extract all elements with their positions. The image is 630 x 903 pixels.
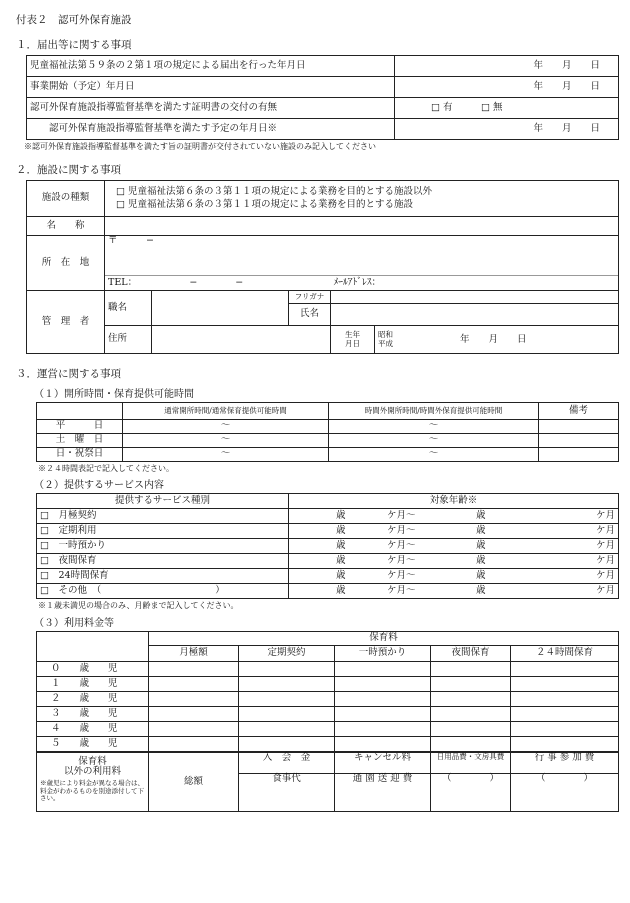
services-note: ※１歳未満児の場合のみ、月齢まで記入してください。 — [38, 601, 239, 610]
hours-header-overtime: 時間外開所時間/時間外保育提供可能時間 — [329, 403, 539, 420]
event-fee-label: 行 事 参 加 費 — [511, 752, 619, 774]
saturday-regular-field[interactable]: 〜 — [123, 434, 329, 448]
service-type-row[interactable]: □ 24時間保育 — [37, 569, 289, 584]
fee-amount-field[interactable] — [149, 677, 239, 692]
hours-table — [36, 402, 619, 462]
document-title: 付表２ 認可外保育施設 — [16, 14, 132, 26]
fees-col-monthly: 月極額 — [149, 646, 239, 662]
fee-amount-field[interactable] — [335, 692, 431, 707]
age-from-months[interactable]: ケ月〜 — [349, 539, 419, 554]
manager-post-field[interactable] — [152, 291, 289, 326]
other-fees-note: ※歳児により料金が異なる場合は、料金がわかるものを別途添付して下さい。 — [40, 779, 144, 803]
age-to-months[interactable]: ケ月 — [489, 524, 619, 539]
services-header-age: 対象年齢※ — [289, 494, 619, 509]
fee-amount-field[interactable] — [239, 722, 335, 737]
start-date-field[interactable]: 年 月 日 — [395, 77, 619, 98]
furigana-label: フリガナ — [289, 291, 331, 304]
other-fees-label: 保育料 以外の利用料 — [63, 755, 121, 777]
era-options[interactable]: 昭和 平成 — [378, 330, 393, 348]
section-2-heading: ２．施設に関する事項 — [16, 164, 121, 176]
holiday-remarks-field[interactable] — [539, 448, 619, 462]
entrance-fee-label: 入 会 金 — [239, 752, 335, 774]
age-from-months[interactable]: ケ月〜 — [349, 524, 419, 539]
facility-kind-options — [105, 181, 619, 217]
fees-col-24h: ２４時間保育 — [511, 646, 619, 662]
fee-amount-field[interactable] — [335, 662, 431, 677]
facility-address-label: 所 在 地 — [27, 236, 105, 291]
age-to-months[interactable]: ケ月 — [489, 509, 619, 524]
fee-age-label: ５ 歳 児 — [37, 737, 149, 752]
weekday-remarks-field[interactable] — [539, 420, 619, 434]
fee-amount-field[interactable] — [149, 692, 239, 707]
age-to-years[interactable]: 歳 — [419, 569, 489, 584]
facility-kind-option-2[interactable]: □ 児童福祉法第６条の３第１１項の規定による業務を目的とする施設 — [116, 199, 413, 210]
facility-address-field[interactable] — [105, 236, 619, 276]
furigana-field[interactable] — [331, 291, 619, 304]
service-type-row[interactable]: □ 一時預かり — [37, 539, 289, 554]
certificate-label: 認可外保育施設指導監督基準を満たす証明書の交付の有無 — [27, 98, 395, 119]
hours-header-remarks: 備考 — [539, 403, 619, 420]
holiday-label: 日・祝祭日 — [37, 448, 123, 462]
age-to-years[interactable]: 歳 — [419, 554, 489, 569]
manager-name-field[interactable] — [331, 304, 619, 326]
manager-post-label: 職名 — [105, 291, 152, 326]
supplies-fee-label: 日用品費・文房具費 — [431, 752, 511, 774]
age-to-years[interactable]: 歳 — [419, 584, 489, 599]
age-from-months[interactable]: ケ月〜 — [349, 509, 419, 524]
facility-kind-label: 施設の種類 — [27, 181, 105, 217]
fee-amount-field[interactable] — [431, 662, 511, 677]
fee-amount-field[interactable] — [335, 677, 431, 692]
fee-age-label: ４ 歳 児 — [37, 722, 149, 737]
fee-amount-field[interactable] — [335, 737, 431, 752]
hours-header-regular: 通常開所時間/通常保育提供可能時間 — [123, 403, 329, 420]
age-from-years[interactable]: 歳 — [289, 569, 349, 584]
service-type-row[interactable]: □ 月極契約 — [37, 509, 289, 524]
meal-fee-label: 食事代 — [239, 774, 335, 812]
age-from-years[interactable]: 歳 — [289, 509, 349, 524]
age-to-months[interactable]: ケ月 — [489, 584, 619, 599]
age-from-months[interactable]: ケ月〜 — [349, 569, 419, 584]
hours-header-blank — [37, 403, 123, 420]
fee-amount-field[interactable] — [149, 722, 239, 737]
age-from-years[interactable]: 歳 — [289, 584, 349, 599]
fee-amount-field[interactable] — [239, 707, 335, 722]
manager-name-label: 氏名 — [289, 304, 331, 326]
fee-amount-field[interactable] — [431, 707, 511, 722]
fees-col-temporary: 一時預かり — [335, 646, 431, 662]
fee-amount-field[interactable] — [431, 737, 511, 752]
notification-date-field[interactable]: 年 月 日 — [395, 56, 619, 77]
weekday-regular-field[interactable]: 〜 — [123, 420, 329, 434]
fee-age-label: ２ 歳 児 — [37, 692, 149, 707]
service-type-row[interactable]: □ 夜間保育 — [37, 554, 289, 569]
fees-table — [36, 631, 619, 812]
age-to-years[interactable]: 歳 — [419, 524, 489, 539]
services-table — [36, 493, 619, 599]
birthdate-field[interactable] — [375, 326, 619, 354]
facility-name-field[interactable] — [105, 217, 619, 236]
fee-amount-field[interactable] — [511, 692, 619, 707]
facility-table — [26, 180, 619, 354]
notification-table — [26, 55, 619, 140]
other-fees-cell — [37, 752, 149, 812]
section-1-heading: １．届出等に関する事項 — [16, 39, 132, 51]
hours-heading: （１）開所時間・保育提供可能時間 — [34, 389, 194, 400]
fee-amount-field[interactable] — [511, 707, 619, 722]
fee-age-label: ０ 歳 児 — [37, 662, 149, 677]
service-type-row[interactable]: □ その他 （ ） — [37, 584, 289, 599]
email-field[interactable]: ﾒｰﾙｱﾄﾞﾚｽ： — [331, 276, 619, 291]
fee-amount-field[interactable] — [149, 707, 239, 722]
manager-label: 管 理 者 — [27, 291, 105, 354]
transport-fee-label: 通 園 送 迎 費 — [335, 774, 431, 812]
age-to-months[interactable]: ケ月 — [489, 569, 619, 584]
weekday-overtime-field[interactable]: 〜 — [329, 420, 539, 434]
fee-amount-field[interactable] — [511, 662, 619, 677]
manager-address-label: 住所 — [105, 326, 152, 354]
fee-age-label: ３ 歳 児 — [37, 707, 149, 722]
tel-field[interactable]: TEL： − − — [105, 276, 331, 291]
facility-kind-option-1[interactable]: □ 児童福祉法第６条の３第１１項の規定による業務を目的とする施設以外 — [116, 185, 432, 197]
fees-col-regular: 定期契約 — [239, 646, 335, 662]
manager-address-field[interactable] — [152, 326, 331, 354]
fee-amount-field[interactable] — [149, 662, 239, 677]
facility-name-label: 名 称 — [27, 217, 105, 236]
services-heading: （２）提供するサービス内容 — [34, 480, 164, 491]
fees-col-night: 夜間保育 — [431, 646, 511, 662]
total-label: 総額 — [149, 752, 239, 812]
custom-fee-1-label[interactable]: （ ） — [431, 774, 511, 812]
notification-date-label: 児童福祉法第５９条の２第１項の規定による届出を行った年月日 — [27, 56, 395, 77]
standard-date-field[interactable]: 年 月 日 — [395, 119, 619, 140]
section-3-heading: ３．運営に関する事項 — [16, 368, 121, 380]
fees-header-blank — [37, 632, 149, 662]
custom-fee-2-label[interactable]: （ ） — [511, 774, 619, 812]
age-to-years[interactable]: 歳 — [419, 539, 489, 554]
fee-amount-field[interactable] — [149, 737, 239, 752]
certificate-checkbox-field[interactable]: □ 有 □ 無 — [395, 98, 619, 119]
fee-amount-field[interactable] — [511, 722, 619, 737]
fee-amount-field[interactable] — [335, 707, 431, 722]
age-from-months[interactable]: ケ月〜 — [349, 584, 419, 599]
birthdate-label: 生年 月日 — [331, 326, 375, 354]
saturday-overtime-field[interactable]: 〜 — [329, 434, 539, 448]
holiday-regular-field[interactable]: 〜 — [123, 448, 329, 462]
fee-amount-field[interactable] — [239, 662, 335, 677]
standard-date-label: 認可外保育施設指導監督基準を満たす予定の年月日※ — [27, 119, 395, 140]
section-1-note: ※認可外保育施設指導監督基準を満たす旨の証明書が交付されていない施設のみ記入してください — [24, 142, 376, 151]
saturday-remarks-field[interactable] — [539, 434, 619, 448]
fee-amount-field[interactable] — [239, 737, 335, 752]
weekday-label: 平 日 — [37, 420, 123, 434]
saturday-label: 土 曜 日 — [37, 434, 123, 448]
postal-code-field[interactable]: 〒 − — [108, 235, 154, 246]
fee-amount-field[interactable] — [335, 722, 431, 737]
fees-header-hoikuryo: 保育料 — [149, 632, 619, 646]
hours-note: ※２４時間表記で記入してください。 — [38, 464, 174, 473]
age-from-years[interactable]: 歳 — [289, 539, 349, 554]
fee-amount-field[interactable] — [239, 677, 335, 692]
fees-heading: （３）利用料金等 — [34, 618, 114, 629]
age-from-years[interactable]: 歳 — [289, 524, 349, 539]
age-from-years[interactable]: 歳 — [289, 554, 349, 569]
fee-amount-field[interactable] — [511, 737, 619, 752]
services-header-type: 提供するサービス種別 — [37, 494, 289, 509]
fee-amount-field[interactable] — [239, 692, 335, 707]
age-to-months[interactable]: ケ月 — [489, 539, 619, 554]
start-date-label: 事業開始（予定）年月日 — [27, 77, 395, 98]
fee-amount-field[interactable] — [431, 677, 511, 692]
birthdate-value: 年 月 日 — [460, 334, 527, 345]
fee-amount-field[interactable] — [511, 677, 619, 692]
service-type-row[interactable]: □ 定期利用 — [37, 524, 289, 539]
fee-amount-field[interactable] — [431, 722, 511, 737]
age-to-years[interactable]: 歳 — [419, 509, 489, 524]
age-from-months[interactable]: ケ月〜 — [349, 554, 419, 569]
holiday-overtime-field[interactable]: 〜 — [329, 448, 539, 462]
fee-age-label: １ 歳 児 — [37, 677, 149, 692]
cancel-fee-label: キャンセル料 — [335, 752, 431, 774]
age-to-months[interactable]: ケ月 — [489, 554, 619, 569]
fee-amount-field[interactable] — [431, 692, 511, 707]
